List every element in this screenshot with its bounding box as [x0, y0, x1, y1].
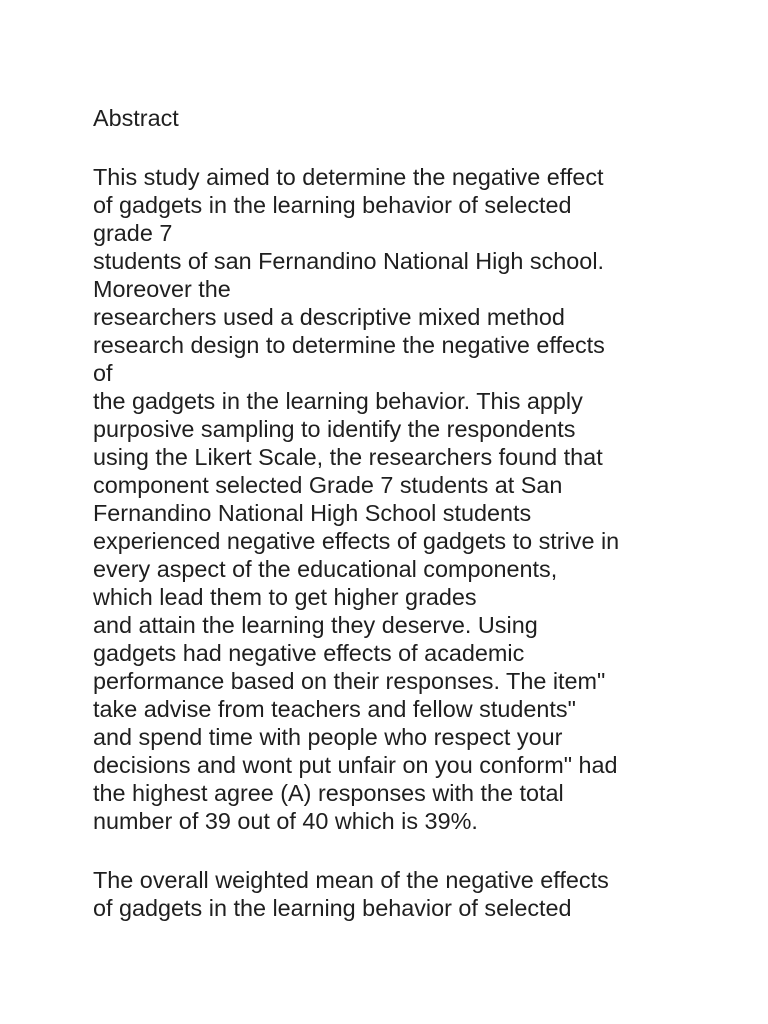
paragraph-spacer [93, 132, 733, 163]
paragraph-line: performance based on their responses. The item" [93, 668, 606, 694]
paragraph-line: take advise from teachers and fellow students" [93, 696, 576, 722]
paragraph-line: and attain the learning they deserve. Using [93, 612, 538, 638]
paragraph-line: This study aimed to determine the negative effect [93, 164, 604, 190]
document-body [93, 104, 733, 922]
paragraph-line: of [93, 360, 113, 386]
paragraph-line: decisions and wont put unfair on you conform" had [93, 752, 618, 778]
paragraph-line: every aspect of the educational components, [93, 556, 558, 582]
abstract-paragraph-2 [93, 866, 733, 922]
paragraph-line: which lead them to get higher grades [93, 584, 477, 610]
paragraph-line: The overall weighted mean of the negative effects [93, 867, 609, 893]
paragraph-line: Moreover the [93, 276, 231, 302]
paragraph-line: grade 7 [93, 220, 173, 246]
paragraph-line: number of 39 out of 40 which is 39%. [93, 808, 478, 834]
paragraph-line: component selected Grade 7 students at San [93, 472, 563, 498]
abstract-paragraph-1 [93, 163, 733, 835]
paragraph-line: researchers used a descriptive mixed method [93, 304, 565, 330]
paragraph-line: using the Likert Scale, the researchers found that [93, 444, 603, 470]
paragraph-spacer [93, 835, 733, 866]
abstract-heading: Abstract [93, 105, 179, 131]
paragraph-line: students of san Fernandino National High school. [93, 248, 605, 274]
paragraph-line: of gadgets in the learning behavior of selected [93, 192, 572, 218]
paragraph-line: the gadgets in the learning behavior. This apply [93, 388, 583, 414]
paragraph-line: research design to determine the negative effects [93, 332, 605, 358]
paragraph-line: experienced negative effects of gadgets to strive in [93, 528, 620, 554]
paragraph-line: the highest agree (A) responses with the total [93, 780, 564, 806]
paragraph-line: of gadgets in the learning behavior of selected [93, 895, 572, 921]
paragraph-line: purposive sampling to identify the respondents [93, 416, 576, 442]
paragraph-line: Fernandino National High School students [93, 500, 532, 526]
paragraph-line: and spend time with people who respect your [93, 724, 563, 750]
paragraph-line: gadgets had negative effects of academic [93, 640, 525, 666]
